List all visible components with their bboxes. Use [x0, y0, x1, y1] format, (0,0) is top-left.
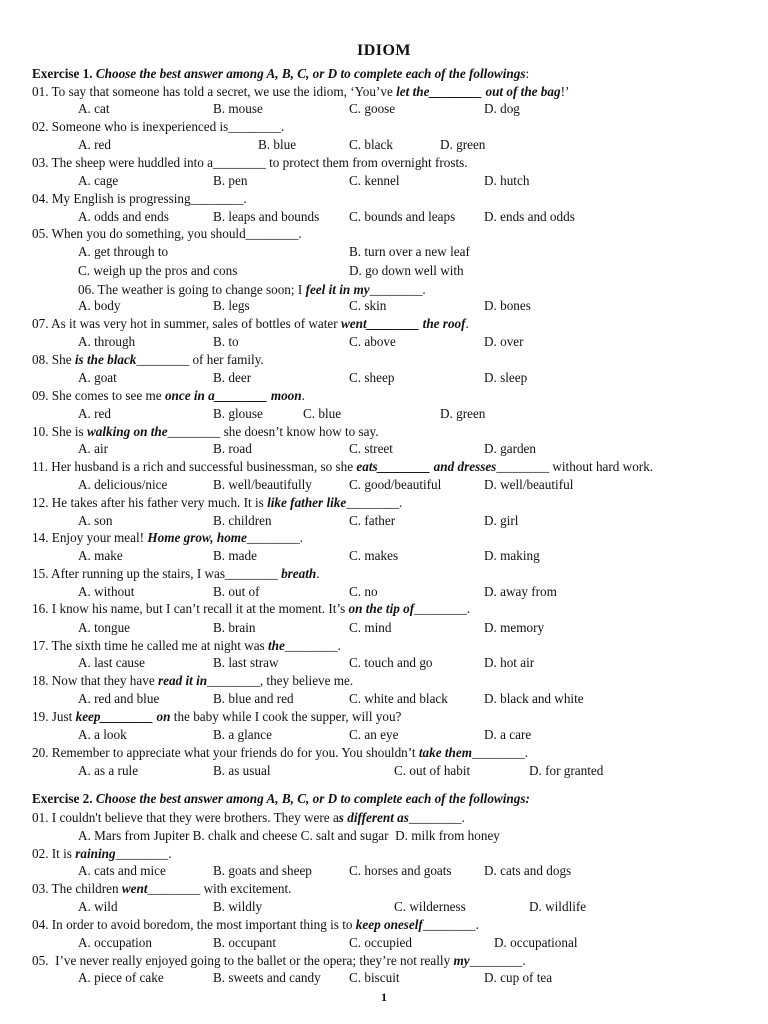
question-segment: 10. She is — [32, 424, 87, 439]
answer-option: D. go down well with — [349, 263, 464, 278]
question-segment: 18. Now that they have — [32, 673, 158, 688]
answer-option: B. blue and red — [213, 691, 294, 706]
page-title: IDIOM — [356, 42, 412, 59]
answer-option: D. girl — [484, 513, 519, 528]
answer-option: A. red — [78, 137, 111, 152]
answer-option: B. wildly — [213, 899, 263, 914]
question-segment: ________. — [408, 810, 465, 825]
question-segment: 20. Remember to appreciate what your friends do for you. You shouldn’t — [32, 745, 419, 760]
answer-option: D. cup of tea — [484, 970, 553, 985]
answer-option: B. pen — [213, 173, 248, 188]
answer-option: B. a glance — [213, 727, 272, 742]
answer-option: D. sleep — [484, 370, 528, 385]
answer-option: B. sweets and candy — [213, 970, 321, 985]
idiom-phrase: eats________ and dresses — [356, 459, 497, 474]
answer-option: B. goats and sheep — [213, 863, 312, 878]
idiom-phrase: walking on the — [86, 424, 168, 439]
question-segment: 02. It is — [32, 846, 76, 861]
answer-option: B. made — [213, 548, 257, 563]
question-segment: ________, they believe me. — [207, 673, 354, 688]
answer-option: C. father — [349, 513, 396, 528]
answer-option: A. air — [78, 441, 109, 456]
question-segment: 19. Just — [32, 709, 76, 724]
question-segment: ________ of her family. — [136, 352, 264, 367]
question-text — [32, 494, 402, 511]
idiom-phrase: Home grow, home — [147, 530, 247, 545]
question-segment: ________. — [115, 846, 172, 861]
idiom-phrase: read it in — [157, 673, 208, 688]
question-text — [32, 916, 479, 933]
question-segment: . — [301, 388, 305, 403]
answer-option: C. touch and go — [349, 655, 433, 670]
question-segment: ________ she doesn’t know how to say. — [167, 424, 379, 439]
answer-option: C. goose — [349, 101, 396, 116]
answer-option: D. for granted — [529, 763, 604, 778]
question-segment: 01. I couldn't believe that they were brothers. They were a — [32, 810, 339, 825]
exercise-instruction: Choose the best answer among A, B, C, or D to complete each of the followings: — [95, 791, 530, 806]
question-segment: 16. I know his name, but I can’t recall it at the moment. It’s — [32, 601, 349, 616]
answer-option: B. deer — [213, 370, 252, 385]
answer-option: C. bounds and leaps — [349, 209, 456, 224]
answer-option: A. cats and mice — [78, 863, 166, 878]
answer-option: D. well/beautiful — [484, 477, 574, 492]
answer-option: C. skin — [349, 298, 387, 313]
answer-option: C. occupied — [349, 935, 412, 950]
question-text — [32, 845, 172, 862]
answer-option: B. occupant — [213, 935, 276, 950]
idiom-phrase: s different as — [338, 810, 409, 825]
question-text — [32, 952, 526, 969]
question-text — [32, 708, 401, 725]
question-text — [32, 744, 528, 761]
answer-option: A. make — [78, 548, 123, 563]
answer-option: C. street — [349, 441, 393, 456]
answer-option: D. hutch — [484, 173, 530, 188]
answer-option: B. turn over a new leaf — [349, 244, 470, 259]
question-segment: 08. She — [32, 352, 75, 367]
answer-option: B. as usual — [213, 763, 271, 778]
question-text — [32, 809, 465, 826]
answer-option: B. leaps and bounds — [213, 209, 320, 224]
question-segment: ________ without hard work. — [496, 459, 654, 474]
answer-option: D. cats and dogs — [484, 863, 572, 878]
question-text — [32, 83, 569, 100]
question-text — [32, 387, 305, 404]
answer-option: B. children — [213, 513, 272, 528]
answer-option: C. biscuit — [349, 970, 400, 985]
idiom-phrase: take them — [418, 745, 473, 760]
answer-option: B. out of — [213, 584, 260, 599]
page-number: 1 — [381, 990, 387, 1004]
question-segment: !’ — [560, 84, 570, 99]
question-segment: ________. — [346, 495, 403, 510]
question-text — [32, 672, 353, 689]
question-text — [32, 154, 468, 171]
question-segment: 03. The sheep were huddled into a________ to protect them from overnight frosts. — [32, 155, 468, 170]
question-text — [32, 118, 284, 135]
answer-option: A. wild — [78, 899, 118, 914]
idiom-phrase: my — [453, 953, 470, 968]
answer-option: C. good/beautiful — [349, 477, 442, 492]
question-segment: 03. The children — [32, 881, 122, 896]
answer-option: D. occupational — [494, 935, 578, 950]
answer-option: A. last cause — [78, 655, 146, 670]
idiom-phrase: like father like — [267, 495, 347, 510]
question-text — [32, 880, 291, 897]
answer-option: D. green — [440, 406, 486, 421]
answer-option: D. over — [484, 334, 524, 349]
idiom-phrase: on the tip of — [348, 601, 415, 616]
question-text — [32, 600, 470, 617]
answer-option: A. tongue — [78, 620, 131, 635]
answer-option: C. makes — [349, 548, 399, 563]
question-segment: . — [316, 566, 320, 581]
answer-option: C. black — [349, 137, 393, 152]
answer-option: D. making — [484, 548, 540, 563]
question-segment: 06. The weather is going to change soon; I — [78, 282, 306, 297]
answer-option: D. green — [440, 137, 486, 152]
answer-option: C. no — [349, 584, 378, 599]
question-text — [78, 281, 426, 298]
answer-option: A. get through to — [78, 244, 169, 259]
question-segment: ________. — [422, 917, 479, 932]
answer-option: C. horses and goats — [349, 863, 452, 878]
exercise-instruction: Choose the best answer among A, B, C, or D to complete each of the followings — [95, 66, 526, 81]
answer-option: A. without — [78, 584, 135, 599]
answer-option: C. white and black — [349, 691, 448, 706]
answer-option: A. cage — [78, 173, 119, 188]
exercise-2-heading — [32, 790, 530, 807]
question-text — [32, 565, 320, 582]
answer-option: D. garden — [484, 441, 536, 456]
answer-option: A. occupation — [78, 935, 152, 950]
question-segment: ________. — [246, 530, 303, 545]
answer-option: A. cat — [78, 101, 110, 116]
answer-option: A. Mars from Jupiter B. chalk and cheese C. salt and sugar D. milk from honey — [78, 828, 500, 843]
idiom-phrase: once in a________ moon — [164, 388, 302, 403]
question-text — [32, 529, 303, 546]
answer-option: A. delicious/nice — [78, 477, 168, 492]
answer-option: C. kennel — [349, 173, 400, 188]
exercise-label: Exercise 2. — [32, 791, 93, 806]
answer-option: D. dog — [484, 101, 520, 116]
answer-option: A. red and blue — [78, 691, 160, 706]
idiom-phrase: feel it in my — [305, 282, 370, 297]
question-segment: ________. — [369, 282, 426, 297]
idiom-phrase: the — [267, 638, 285, 653]
answer-option: C. out of habit — [394, 763, 471, 778]
answer-option: B. mouse — [213, 101, 263, 116]
question-segment: 01. To say that someone has told a secret, we use the idiom, ‘You’ve — [32, 84, 397, 99]
answer-option: D. away from — [484, 584, 557, 599]
answer-option: A. piece of cake — [78, 970, 164, 985]
question-segment: 12. He takes after his father very much. It is — [32, 495, 268, 510]
question-text — [32, 423, 379, 440]
exercise-label: Exercise 1. — [32, 66, 93, 81]
question-segment: 04. My English is progressing________. — [32, 191, 247, 206]
answer-option: A. as a rule — [78, 763, 139, 778]
question-segment: ________. — [472, 745, 529, 760]
answer-option: D. bones — [484, 298, 531, 313]
answer-option: A. body — [78, 298, 121, 313]
question-segment: 05. When you do something, you should________. — [32, 226, 302, 241]
question-segment: ________. — [414, 601, 471, 616]
answer-option: D. black and white — [484, 691, 584, 706]
question-segment: 04. In order to avoid boredom, the most important thing is to — [32, 917, 356, 932]
answer-option: B. road — [213, 441, 252, 456]
question-text — [32, 637, 341, 654]
question-segment: ________ with excitement. — [147, 881, 292, 896]
question-text — [32, 225, 302, 242]
answer-option: D. hot air — [484, 655, 535, 670]
answer-option: A. odds and ends — [78, 209, 169, 224]
question-segment: 17. The sixth time he called me at night was — [32, 638, 268, 653]
question-text — [32, 190, 247, 207]
idiom-phrase: keep oneself — [355, 917, 423, 932]
answer-option: B. brain — [213, 620, 256, 635]
idiom-phrase: is the black — [74, 352, 137, 367]
answer-option: B. well/beautifully — [213, 477, 312, 492]
answer-option: A. through — [78, 334, 136, 349]
idiom-phrase: went________ the roof — [340, 316, 466, 331]
answer-option: B. last straw — [213, 655, 279, 670]
answer-option: D. wildlife — [529, 899, 587, 914]
answer-option: C. weigh up the pros and cons — [78, 263, 238, 278]
answer-option: A. son — [78, 513, 113, 528]
idiom-phrase: went — [121, 881, 148, 896]
idiom-phrase: raining — [75, 846, 116, 861]
question-segment: 11. Her husband is a rich and successful businessman, so she — [32, 459, 357, 474]
answer-option: A. a look — [78, 727, 127, 742]
question-segment: 02. Someone who is inexperienced is________. — [32, 119, 285, 134]
answer-option: B. blue — [258, 137, 297, 152]
question-text — [32, 315, 469, 332]
answer-option: B. legs — [213, 298, 250, 313]
answer-option: C. sheep — [349, 370, 395, 385]
question-text — [32, 351, 264, 368]
question-text — [32, 458, 653, 475]
question-segment: . — [465, 316, 469, 331]
exercise-1-heading — [32, 65, 529, 82]
answer-option: D. memory — [484, 620, 545, 635]
answer-option: A. red — [78, 406, 111, 421]
idiom-phrase: keep________ on — [75, 709, 171, 724]
colon: : — [525, 66, 530, 81]
answer-option: B. to — [213, 334, 239, 349]
answer-option: C. blue — [303, 406, 342, 421]
question-segment: 09. She comes to see me — [32, 388, 165, 403]
idiom-phrase: let the________ out of the bag — [396, 84, 561, 99]
question-segment: 05. I’ve never really enjoyed going to the ballet or the opera; they’re not really — [32, 953, 454, 968]
answer-option: D. ends and odds — [484, 209, 575, 224]
question-segment: ________. — [469, 953, 526, 968]
question-segment: 07. As it was very hot in summer, sales of bottles of water — [32, 316, 341, 331]
answer-option: C. above — [349, 334, 396, 349]
answer-option: B. glouse — [213, 406, 263, 421]
question-segment: ________. — [284, 638, 341, 653]
answer-option: C. wilderness — [394, 899, 466, 914]
question-segment: 14. Enjoy your meal! — [32, 530, 148, 545]
answer-option: C. an eye — [349, 727, 399, 742]
idiom-phrase: breath — [281, 566, 317, 581]
answer-option: C. mind — [349, 620, 392, 635]
answer-option: A. goat — [78, 370, 117, 385]
question-segment: 15. After running up the stairs, I was________ — [32, 566, 282, 581]
question-segment: the baby while I cook the supper, will you? — [170, 709, 402, 724]
answer-option: D. a care — [484, 727, 532, 742]
